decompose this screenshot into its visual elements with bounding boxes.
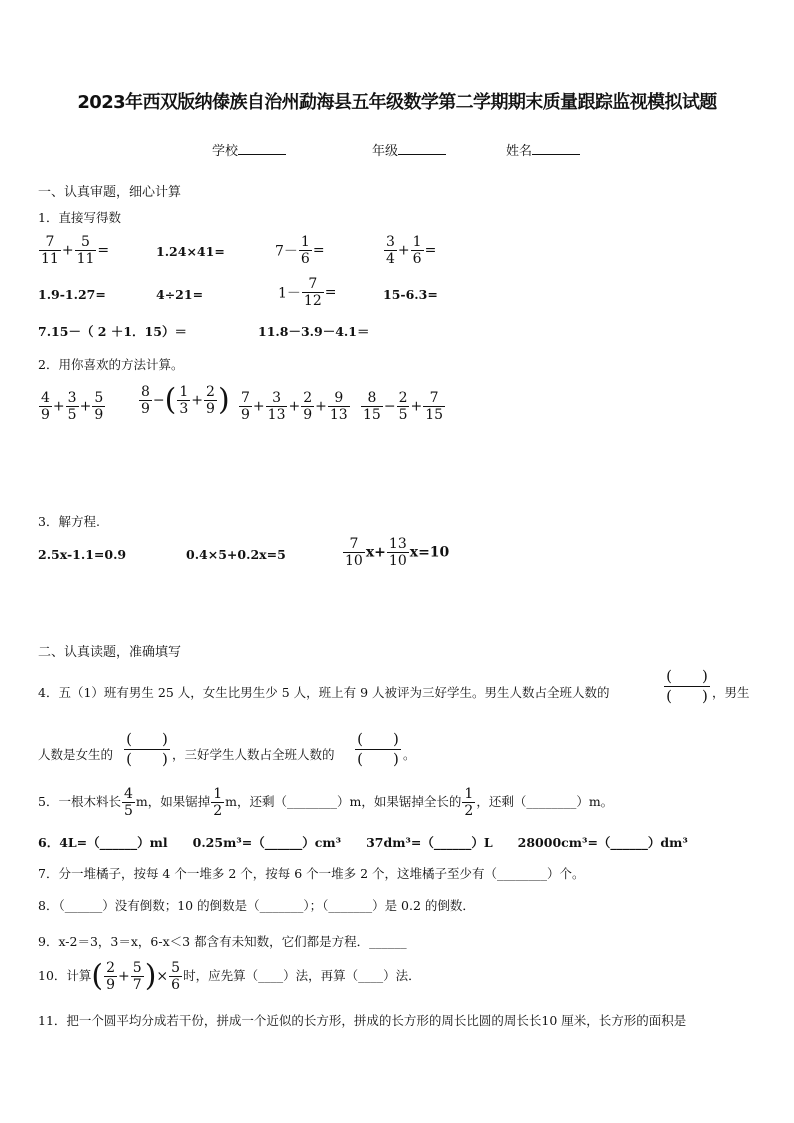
q1-item-h: 15-6.3= [383, 287, 438, 302]
q8-line: 8．（______）没有倒数；10 的倒数是（_______）；（_______）是 0.2 的倒数． [38, 898, 475, 913]
q6-line: 6．4L=（______）ml 0.25m³=（______）cm³ 37dm³=（______）L 28000cm³=（______）dm³ [38, 835, 688, 850]
q1-item-f: 4÷21= [156, 287, 204, 302]
page-title: 2023年西双版纳傣族自治州勐海县五年级数学第二学期期末质量跟踪监视模拟试题 [77, 92, 717, 113]
grade-field: 年级 [372, 140, 446, 159]
q2-expr-4: $\frac{8}{15}$ − $\frac{2}{5}$ + $\frac{7}{15}$ [363, 390, 444, 423]
q1-item-g: 1－ $\frac{7}{12}$ = [278, 276, 337, 309]
q3-eq-3: $\frac{7}{10}$ x+ $\frac{13}{10}$ x=10 [345, 536, 450, 569]
q4-fraction-blank-3: ( ) ( ) [355, 730, 401, 769]
q3-label: 3．解方程. [38, 514, 100, 529]
q5-line: 5．一根木料长 $\frac{4}{5}$ m，如果锯掉 $\frac{1}{2}$ m，还剩（________）m，如果锯掉全长的 $\frac{1}{2}$ ，还剩（________）m。 [38, 786, 614, 819]
q4-tail1: ，男生 [712, 685, 750, 700]
q4-fraction-blank-1: ( ) ( ) [664, 667, 710, 706]
q4-line2a: 人数是女生的 [38, 747, 114, 762]
q4-line2c: 。 [403, 747, 416, 762]
section2-heading: 二、认真读题，准确填写 [38, 645, 182, 660]
q7-line: 7．分一堆橘子，按每 4 个一堆多 2 个，按每 6 个一堆多 2 个，这堆橘子至少有（________）个。 [38, 866, 585, 881]
q2-expr-3: $\frac{7}{9}$ + $\frac{3}{13}$ + $\frac{2}{9}$ + $\frac{9}{13}$ [241, 390, 348, 423]
section1-heading: 一、认真审题，细心计算 [38, 185, 182, 200]
school-blank [238, 142, 286, 155]
q1-item-d: $\frac{3}{4}$ + $\frac{1}{6}$ = [386, 234, 437, 267]
q10-line: 10．计算( $\frac{2}{9}$ + $\frac{5}{7}$ )× $\frac{5}{6}$ 时，应先算（____）法，再算（____）法． [38, 958, 421, 994]
q1-item-a: $\frac{7}{11}$ + $\frac{5}{11}$ = [41, 234, 110, 267]
q3-eq-1: 2.5x-1.1=0.9 [38, 547, 127, 562]
q1-label: 1．直接写得数 [38, 210, 121, 225]
q1-item-e: 1.9-1.27= [38, 287, 106, 302]
q1-item-i: 7.15－（ 2 ＋1．15）＝ [38, 324, 187, 339]
q1-item-c: 7－ $\frac{1}{6}$ = [275, 234, 325, 267]
q1-item-b: 1.24×41= [156, 244, 225, 259]
q4-fraction-blank-2: ( ) ( ) [124, 730, 170, 769]
grade-blank [398, 142, 446, 155]
q2-expr-2: $\frac{8}{9}$ −( $\frac{1}{3}$ + $\frac{2}{9}$ ) [141, 382, 230, 418]
name-blank [532, 142, 580, 155]
q3-eq-2: 0.4×5+0.2x=5 [186, 547, 286, 562]
q9-line: 9．x-2＝3，3＝x，6-x＜3 都含有未知数，它们都是方程．______ [38, 934, 407, 949]
q11-line: 11．把一个圆平均分成若干份，拼成一个近似的长方形，拼成的长方形的周长比圆的周长长10 厘米，长方形的面积是 [38, 1013, 687, 1028]
q2-expr-1: $\frac{4}{9}$ + $\frac{3}{5}$ + $\frac{5}{9}$ [41, 390, 104, 423]
q4-line2b: ，三好学生人数占全班人数的 [172, 747, 335, 762]
q4-line1: 4．五（1）班有男生 25 人，女生比男生少 5 人，班上有 9 人被评为三好学生。男生人数占全班人数的 [38, 685, 610, 700]
school-field: 学校 [212, 140, 286, 159]
q2-label: 2．用你喜欢的方法计算。 [38, 357, 184, 372]
name-field: 姓名 [506, 140, 580, 159]
q1-item-j: 11.8－3.9－4.1＝ [258, 324, 370, 339]
